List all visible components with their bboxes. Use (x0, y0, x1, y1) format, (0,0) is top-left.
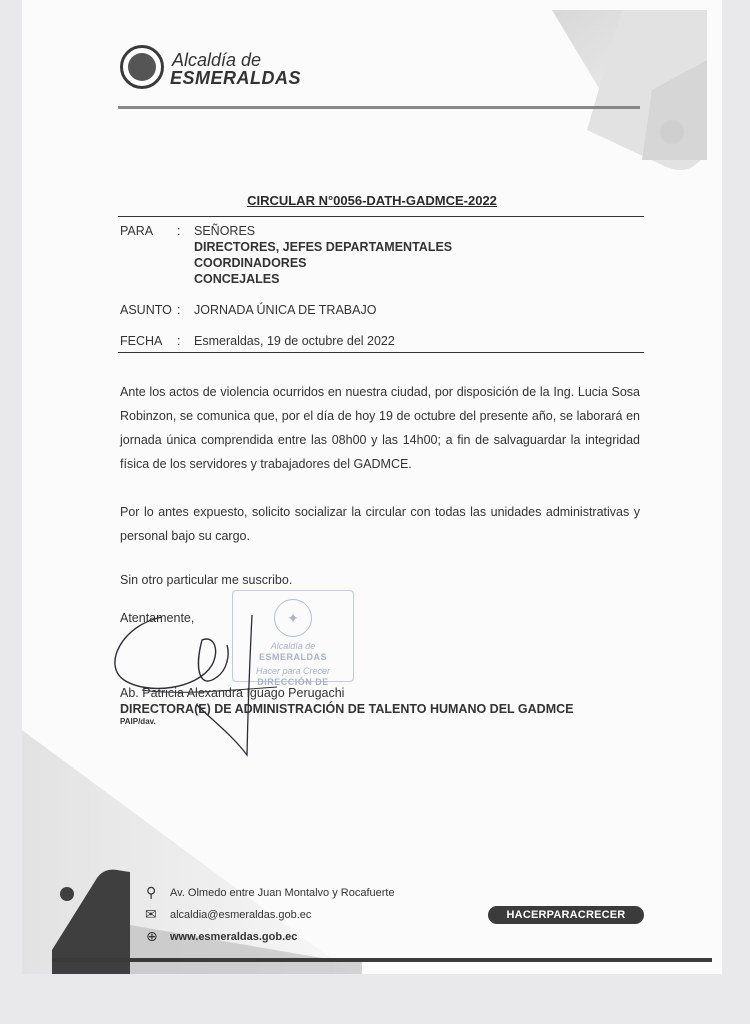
slogan-badge: HACERPARACRECER (488, 906, 644, 924)
para-line1: SEÑORES (194, 224, 256, 238)
header-rule (118, 106, 640, 109)
para-line2: DIRECTORES, JEFES DEPARTAMENTALES (194, 240, 453, 254)
closing-text: Atentamente, (120, 611, 195, 625)
stamp-line1: Alcaldía de (270, 641, 316, 651)
fecha-value: Esmeraldas, 19 de octubre del 2022 (194, 334, 395, 348)
stamp-line3: Hacer para Crecer (255, 666, 331, 676)
stamp-line4: DIRECCIÓN DE (257, 677, 329, 687)
footer-web: www.esmeraldas.gob.ec (170, 931, 298, 943)
body-paragraph-1: Ante los actos de violencia ocurridos en nuestra ciudad, por disposición de la Ing. Lucia Sosa Robinzon, se comunica que, por el día de hoy 19 de octubre del presente año, se laborará en jornada única comprendida entre las 08h00 y las 14h00; a fin de salvaguardar la integridad física de los servidores y trabajadores del GADMCE. (120, 385, 640, 471)
asunto-colon: : (177, 303, 181, 317)
stamp-line2: ESMERALDAS (258, 652, 327, 662)
para-line4: CONCEJALES (194, 272, 280, 286)
circular-title: CIRCULAR N°0056-DATH-GADMCE-2022 (247, 193, 497, 208)
municipal-seal-logo (120, 45, 164, 89)
logo-text-line2: ESMERALDAS (170, 68, 302, 88)
footer-rule (52, 958, 712, 962)
globe-icon: ⊕ (146, 928, 158, 944)
para-colon: : (177, 224, 181, 238)
body-paragraph-2: Por lo antes expuesto, solicito socializar la circular con todas las unidades administrativas y personal bajo su cargo. (120, 505, 640, 543)
logo-text-line1: Alcaldía de (172, 50, 262, 70)
fecha-rule (118, 352, 644, 353)
para-line3: COORDINADORES (194, 256, 307, 270)
asunto-label: ASUNTO (120, 303, 172, 317)
asunto-value: JORNADA ÚNICA DE TRABAJO (194, 303, 377, 317)
mail-icon: ✉ (145, 906, 157, 922)
signer-initials: PAIP/dav. (120, 717, 156, 726)
body-paragraph-3: Sin otro particular me suscribo. (120, 573, 293, 587)
location-pin-icon: ⚲ (146, 884, 157, 900)
fecha-label: FECHA (120, 334, 163, 348)
footer-email: alcaldia@esmeraldas.gob.ec (170, 909, 312, 921)
decorative-top-shapes (492, 0, 722, 200)
stamp-seal-icon: ✦ (274, 599, 312, 637)
footer-address: Av. Olmedo entre Juan Montalvo y Rocafuerte (170, 887, 395, 899)
signer-role: DIRECTORA(E) DE ADMINISTRACIÓN DE TALENTO HUMANO DEL GADMCE (120, 702, 574, 716)
title-rule (118, 216, 644, 217)
fecha-colon: : (177, 334, 181, 348)
signer-name: Ab. Patricia Alexandra Iguago Perugachi (120, 686, 345, 700)
document-page (22, 0, 722, 974)
para-label: PARA (120, 224, 154, 238)
